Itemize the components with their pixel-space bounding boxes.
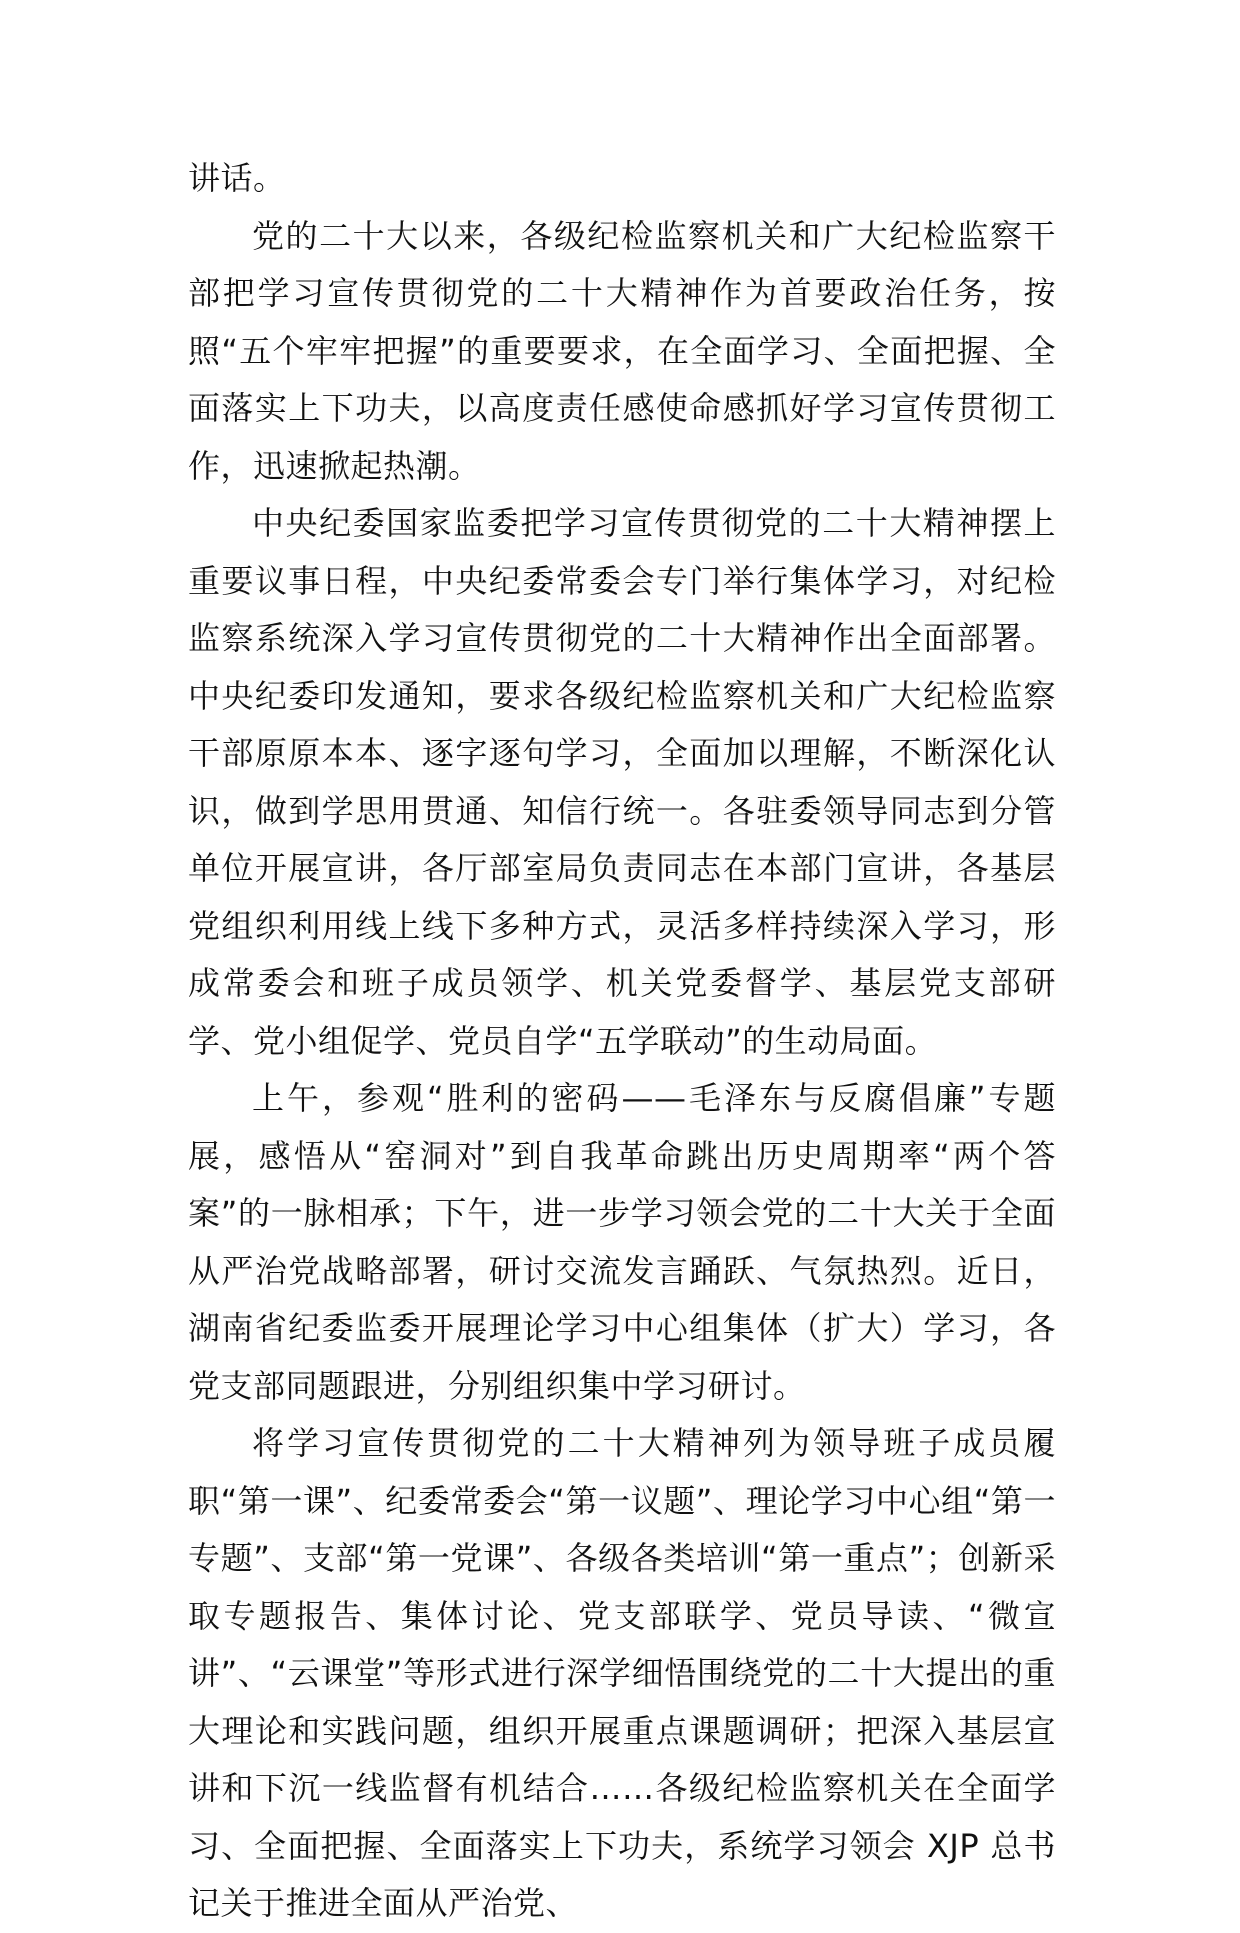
paragraph-3: 中央纪委国家监委把学习宣传贯彻党的二十大精神摆上重要议事日程，中央纪委常委会专门举行集体学习，对纪检监察系统深入学习宣传贯彻党的二十大精神作出全面部署。中央纪委印发通知，要求各级纪检监察机关和广大纪检监察干部原原本本、逐字逐句学习，全面加以理解，不断深化认识，做到学思用贯通、知信行统一。各驻委领导同志到分管单位开展宣讲，各厅部室局负责同志在本部门宣讲，各基层党组织利用线上线下多种方式，灵活多样持续深入学习，形成常委会和班子成员领学、机关党委督学、基层党支部研学、党小组促学、党员自学“五学联动”的生动局面。	[188, 504, 1056, 1060]
paragraph-2: 党的二十大以来，各级纪检监察机关和广大纪检监察干部把学习宣传贯彻党的二十大精神作为首要政治任务，按照“五个牢牢把握”的重要要求，在全面学习、全面把握、全面落实上下功夫，以高度责任感使命感抓好学习宣传贯彻工作，迅速掀起热潮。	[188, 216, 1056, 485]
document-body	[188, 150, 1056, 1933]
paragraph-1: 讲话。	[188, 159, 286, 197]
paragraph-4: 上午，参观“胜利的密码——毛泽东与反腐倡廉”专题展，感悟从“窑洞对”到自我革命跳出历史周期率“两个答案”的一脉相承；下午，进一步学习领会党的二十大关于全面从严治党战略部署，研讨交流发言踊跃、气氛热烈。近日，湖南省纪委监委开展理论学习中心组集体（扩大）学习，各党支部同题跟进，分别组织集中学习研讨。	[188, 1079, 1056, 1405]
paragraph-5: 将学习宣传贯彻党的二十大精神列为领导班子成员履职“第一课”、纪委常委会“第一议题”、理论学习中心组“第一专题”、支部“第一党课”、各级各类培训“第一重点”；创新采取专题报告、集体讨论、党支部联学、党员导读、“微宣讲”、“云课堂”等形式进行深学细悟围绕党的二十大提出的重大理论和实践问题，组织开展重点课题调研；把深入基层宣讲和下沉一线监督有机结合……各级纪检监察机关在全面学习、全面把握、全面落实上下功夫，系统学习领会 XJP 总书记关于推进全面从严治党、	[188, 1424, 1056, 1922]
